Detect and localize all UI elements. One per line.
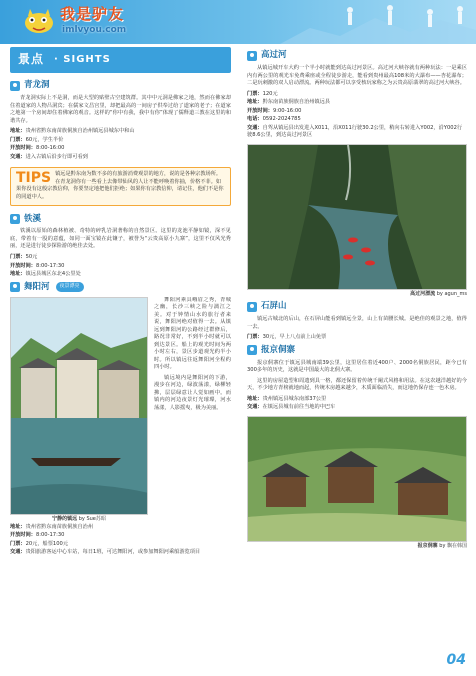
attraction-name: 青龙洞 xyxy=(24,80,50,91)
attraction-gaoguohe xyxy=(247,49,467,298)
attraction-description: 从镇远城开车大约一个半小时就能到达高过河景区。高过河大峡谷就有两种玩法：一是乘区内有两公里的观光车免费乘座或全程徒步游走，能看到贵州最高108米的大瀑布——杏花瀑布；二是玩刺激的双人启动漂流。两种玩法都可以享受核玩家称之为云贵高原翡翠的高过河大峡谷。 xyxy=(247,65,467,87)
tips-box xyxy=(10,167,231,206)
hiker-silhouettes-icon xyxy=(280,0,476,44)
donkey-logo-icon xyxy=(20,5,58,37)
attraction-title xyxy=(247,49,467,62)
photo-rafting xyxy=(247,144,467,290)
attraction-name: 报京侗寨 xyxy=(261,344,296,355)
info-ticket: 门票：120元 xyxy=(247,90,278,97)
attraction-description: 青龙洞实际上不是洞，而是大型的贴壁古空建筑群。其中中元洞是佛家之地，然而在佛家却住着道家的人物吕洞宾；在儒家文昌宫里，却把最高的一间房子供奉过给了道家的老子；在道家之地第一个房间却住着佛家的观音。这样的“你中有我，我中有你”体现了儒释道三教在这里的和谐共存。 xyxy=(10,95,231,124)
info-ticket: 门票：50元 xyxy=(10,253,38,260)
attraction-badge: 夜景漂亮 xyxy=(56,282,84,291)
tips-label: TIPS xyxy=(16,170,52,187)
location-pin-icon xyxy=(10,214,20,224)
attraction-description: 镇远古城北的后山，在石屏山能看到镇远全景，山上有苗腰长城。是绝佳的观景之地，值得一去。 xyxy=(247,316,467,330)
info-ticket: 门票：20元，船票100元 xyxy=(10,540,69,547)
info-traffic: 交通：进入古镇后沿步行即可看到 xyxy=(10,153,88,160)
rafting-canyon-photo-icon xyxy=(248,145,467,290)
section-title-cn: 景点 xyxy=(18,52,45,66)
logo-text: 我是驴友 xyxy=(60,5,125,23)
photo-zhenyuan-town xyxy=(10,297,148,515)
attraction-tiexi xyxy=(10,212,231,278)
location-pin-icon xyxy=(247,302,257,312)
attraction-description-extra: 这里的房屋造型和周遗到具一格，都还保留着传统千阑式风格和用法。在这农越洋越好的今天，不少地方青榜就地而起，传统木房越来越少，木质面临消失，而这地仍保存连一色木房。 xyxy=(247,377,467,392)
attraction-description: 报京侗寨位于镇远县城南端39公里，这里居住着近400户、2000名侗族居民，距今已有300多年的历史，这就是中国最大的北侗大寨。 xyxy=(247,359,467,374)
photo-caption: 宁静的镇远 by Sue苏昭 xyxy=(52,515,106,522)
location-pin-icon xyxy=(247,345,257,355)
info-traffic: 交通：贵阳旅游客运中心车站，每日1班，可达舞阳河，或参加舞阳河乘船游览项目 xyxy=(10,549,201,556)
logo xyxy=(20,3,170,39)
info-hours: 开放时间：9:00-16:00 xyxy=(247,107,302,114)
info-ticket: 门票：60元，学生半价 xyxy=(10,136,64,143)
page-header xyxy=(0,0,476,44)
attraction-title xyxy=(247,300,467,313)
attraction-baojingdongzhai xyxy=(247,344,467,550)
attraction-name: 舞阳河 xyxy=(24,281,50,292)
photo-caption: 报京侗寨 by 飘在韩国 xyxy=(417,542,467,549)
attraction-name: 铁溪 xyxy=(24,213,42,224)
photo-caption: 高过河漂流 by agun_ms xyxy=(410,290,467,297)
left-column xyxy=(10,47,231,558)
attraction-description: 铁溪以原始的森林植被、奇特的碎乳岩洞著称的自然景区。这里的龙池平静如镜，深不见底，带着有一股的意蕴，如同一面宝镜在此镶子，被誉为“云贵高原小九寨”，这里不仅风光秀丽，还是进行徒步探险游的绝佳去处。 xyxy=(10,228,231,250)
section-title-bar xyxy=(10,47,231,73)
info-phone: 电话：0592-2024785 xyxy=(247,116,301,123)
info-address: 地址：贵州省黔东南苗族侗族自治州 xyxy=(10,523,94,530)
info-address: 地址：贵州省黔东南苗族侗族自治州镇远县城东中和山 xyxy=(10,128,135,135)
dong-village-photo-icon xyxy=(248,417,467,542)
attraction-name: 石屏山 xyxy=(261,301,287,312)
attraction-name: 高过河 xyxy=(261,50,287,61)
photo-dong-village xyxy=(247,416,467,542)
info-traffic: 交通：在镇远县城有前往当地的中巴车 xyxy=(247,404,336,411)
attraction-title xyxy=(10,212,231,225)
location-pin-icon xyxy=(10,81,20,91)
info-hours: 开放时间：8:00-16:00 xyxy=(10,145,65,152)
photo-block xyxy=(10,297,148,523)
attraction-title xyxy=(247,344,467,357)
location-pin-icon xyxy=(10,282,20,292)
attraction-shipingshan xyxy=(247,300,467,342)
info-hours: 开放时间：8:00-17:30 xyxy=(10,532,65,539)
section-title-en: · SIGHTS xyxy=(54,54,111,65)
info-address: 地址：黔东南苗族侗族自治州镇远县 xyxy=(247,99,331,106)
attraction-description-extra: 镇远境内是舞阳河的下游，漫步在河边，绿波荡漾，绿柳轻拂，层层绿意让人觉如画中。而镇内的河边夜景灯光璀璨，河水荡漾，人影摇曳，极为美丽。 xyxy=(154,374,231,411)
attraction-title xyxy=(10,281,231,294)
attraction-title xyxy=(10,79,231,92)
attraction-wuyanghe xyxy=(10,281,231,557)
tips-text: 镇远是黔东南为数不多的有旅游消费观景的地方，说的是各种宗教场所。在青龙洞你有一些看上去像带仙风的人让不能呼唤着你抽，价格不菲。如果你没有这般宗教信仰，你要坚定地把他们拒绝；如果你有宗教信仰，请记住，他们不是你的同道中人。 xyxy=(16,171,224,200)
logo-url: imlvyou.com xyxy=(62,25,127,35)
info-ticket: 门票：30元，早上八点前上山免票 xyxy=(247,334,327,341)
info-traffic: 交通：自驾从镇远县出发进入X011，沿X011行驶30.2公里，稍向右转进入Y002，沿Y002行驶8.6公里，到达高过河景区 xyxy=(247,124,463,139)
page-number: 04 xyxy=(446,651,466,668)
attraction-description: 舞阳河素具峨眉之秀，青城之幽，长沙三峡之险与漓江之美。对于钟情山水的旅行者来说，舞阳河绝对值得一去。从镇远到舞阳河的公路经过群修后，路况非常好，不到半小时就可以到达景区。船上的观光时间为两小时左右，景区步道观光约半小时。所以镇远往返舞阳河全程约四小时。 xyxy=(154,296,231,371)
info-hours: 开放时间：8:00-17:30 xyxy=(10,262,65,269)
info-address: 地址：镇远县城区东北4公里处 xyxy=(10,271,81,278)
location-pin-icon xyxy=(247,51,257,61)
attraction-qinglongdong xyxy=(10,79,231,161)
info-address: 地址：贵州镇远县城东南部37公里 xyxy=(247,395,327,402)
right-column xyxy=(247,47,467,550)
zhenyuan-river-photo-icon xyxy=(11,298,148,515)
